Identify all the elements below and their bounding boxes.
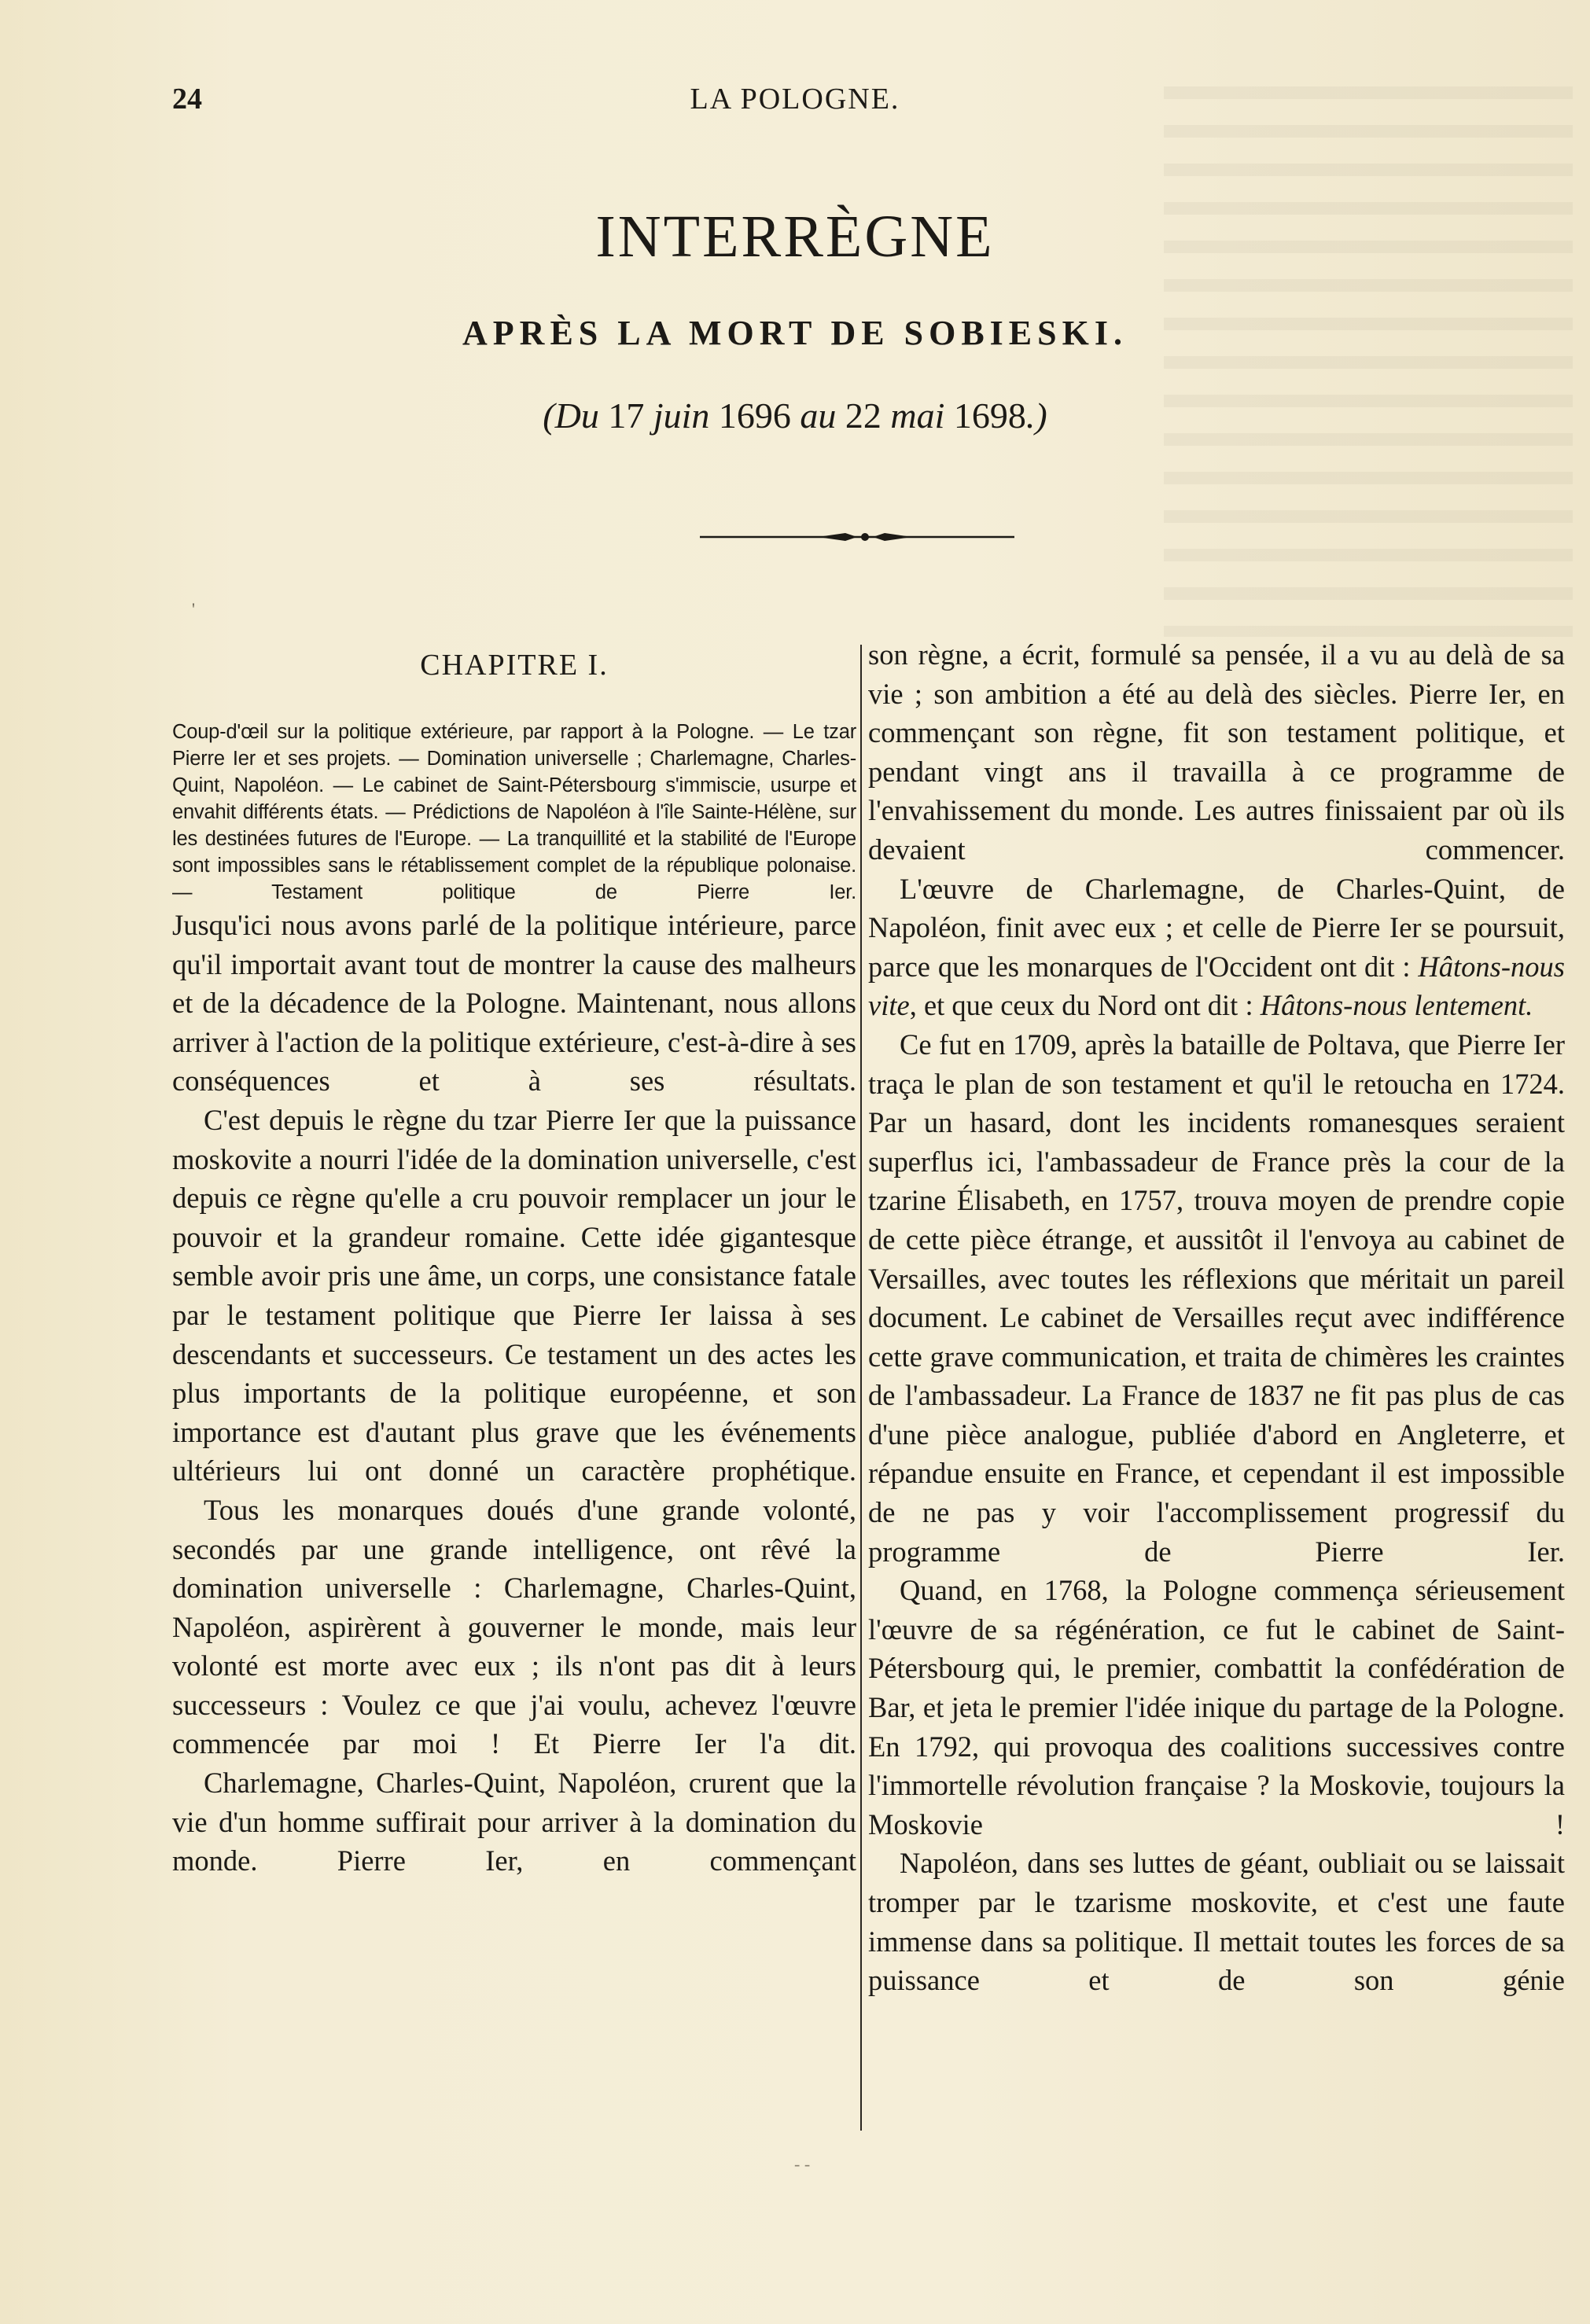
left-body (172, 906, 856, 1881)
paragraph: Quand, en 1768, la Pologne commença sérieusement l'œuvre de sa régénération, ce fut le cabinet de Saint-Pétersbourg qui, le premier, combattit la confédération de Bar, et jeta le premier l'idée inique du partage de la Pologne. En 1792, qui provoqua des coalitions successives contre l'immortelle révolution française ? la Moskovie, toujours la Moskovie ! (868, 1574, 1565, 1840)
section-subtitle: APRÈS LA MORT DE SOBIESKI. (462, 314, 1128, 352)
dates-close: .) (1025, 395, 1047, 436)
ornament-divider (700, 525, 1014, 549)
quote-hatons-lentement: Hâtons-nous lentement. (1260, 989, 1533, 1022)
paragraph-text: , et que ceux du Nord ont dit : (909, 989, 1261, 1022)
section-title: INTERRÈGNE (595, 204, 995, 270)
foot-mark: - - (794, 2154, 811, 2174)
dates-day2: 22 (845, 395, 881, 436)
left-column (172, 645, 856, 1881)
dates-month2: mai (881, 395, 954, 436)
column-rule (860, 645, 862, 2131)
paragraph: Tous les monarques doués d'une grande volonté, secondés par une grande intelligence, ont rêvé la domination universelle : Charlemagne, Charles-Quint, Napoléon, aspirèrent à gouverner le monde, mais leur volonté est morte avec eux ; ils n'ont pas dit à leurs successeurs : Voulez ce que j'ai voulu, achevez l'œuvre commencée par moi ! Et Pierre Ier l'a dit. (172, 1493, 856, 1760)
date-range (0, 395, 1590, 436)
right-column (868, 635, 1565, 2000)
paragraph: Ce fut en 1709, après la bataille de Poltava, que Pierre Ier traça le plan de son testament et qu'il le retoucha en 1724. Par un hasard, dont les incidents romanesques seraient superflus ici, l'ambassadeur de France près la cour de la tzarine Élisabeth, en 1757, trouva moyen de prendre copie de cette pièce étrange, et aussitôt il l'envoya au cabinet de Versailles, avec toutes les réflexions que méritait un pareil document. Le cabinet de Versailles reçut avec indifférence cette grave communication, et traita de chimères les craintes de l'ambassadeur. La France de 1837 ne fit pas plus de cas d'une pièce analogue, publiée d'abord en Angleterre, et répandue ensuite en France, et cependant il est impossible de ne pas y voir l'accomplissement progressif du programme de Pierre Ier. (868, 1028, 1565, 1568)
chapter-summary: Coup-d'œil sur la politique extérieure, par rapport à la Pologne. — Le tzar Pierre Ier et ses projets. — Domination universelle ; Charlemagne, Charles-Quint, Napoléon. — Le cabinet de Saint-Pétersbourg s'immiscie, usurpe et envahit différents états. — Prédictions de Napoléon à l'île Sainte-Hélène, sur les destinées futures de l'Europe. — La tranquillité et la stabilité de l'Europe sont impossibles sans le rétablissement complet de la république polonaise. — Testament politique de Pierre Ier. (172, 721, 856, 903)
chapter-heading: CHAPITRE I. (420, 649, 609, 682)
dates-between: au (790, 395, 845, 436)
paragraph (868, 870, 1565, 1025)
dates-year2: 1698 (953, 395, 1026, 436)
dates-open: (Du (543, 395, 609, 436)
paragraph: C'est depuis le règne du tzar Pierre Ier que la puissance moskovite a nourri l'idée de la domination universelle, c'est depuis ce règne qu'elle a cru pouvoir remplacer un jour le pouvoir et la grandeur romaine. Cette idée gigantesque semble avoir pris une âme, un corps, une consistance fatale par le testament politique que Pierre Ier laissa à ses descendants et successeurs. Ce testament un des actes les plus importants de la politique européenne, et son importance est d'autant plus grave que les événements ultérieurs lui ont donné un caractère prophétique. (172, 1103, 856, 1487)
paragraph: son règne, a écrit, formulé sa pensée, il a vu au delà de sa vie ; son ambition a été au delà des siècles. Pierre Ier, en commençant son règne, fit son testament politique, et pendant vingt ans il travailla à ce programme de l'envahissement du monde. Les autres finissaient par où ils devaient commencer. (868, 638, 1565, 866)
dates-month1: juin (644, 395, 719, 436)
right-body (868, 635, 1565, 2000)
paragraph-text: L'œuvre de Charlemagne, de Charles-Quint, de Napoléon, finit avec eux ; et celle de Pierre Ier se poursuit, parce que les monarques de l'Occident ont dit : (868, 872, 1565, 983)
quote-hatons-vite: Hâtons-nous vite (868, 950, 1565, 1022)
paragraph: Napoléon, dans ses luttes de géant, oubliait ou se laissait tromper par le tzarisme moskovite, et c'est une faute immense dans sa politique. Il mettait toutes les forces de sa puissance et de son génie (868, 1847, 1565, 1997)
bleed-through (1164, 86, 1573, 637)
running-title: LA POLOGNE. (690, 83, 900, 116)
dates-day1: 17 (608, 395, 645, 436)
paragraph: Charlemagne, Charles-Quint, Napoléon, crurent que la vie d'un homme suffirait pour arriver à la domination du monde. Pierre Ier, en commençant (172, 1767, 856, 1877)
dates-year1: 1696 (718, 395, 791, 436)
page-number: 24 (172, 83, 202, 116)
stray-mark: ' (192, 599, 195, 619)
paragraph: Jusqu'ici nous avons parlé de la politique intérieure, parce qu'il importait avant tout de montrer la cause des malheurs et de la décadence de la Pologne. Maintenant, nous allons arriver à l'action de la politique extérieure, c'est-à-dire à ses conséquences et à ses résultats. (172, 909, 856, 1098)
